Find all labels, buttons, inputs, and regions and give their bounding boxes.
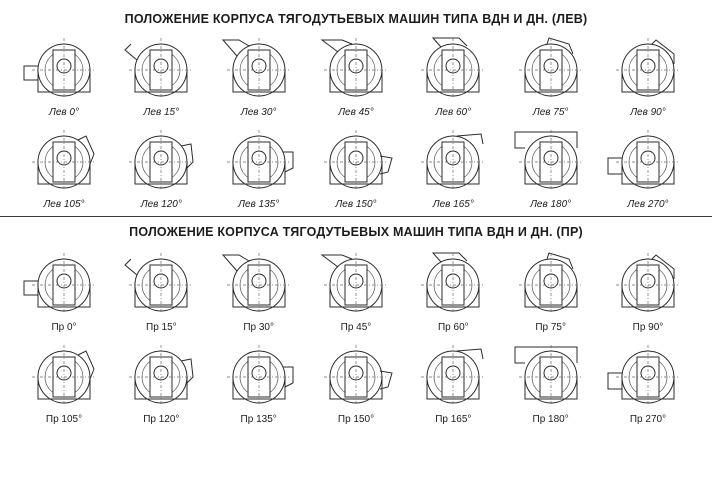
- figure-cell: [115, 343, 207, 425]
- figure-cell: [407, 343, 499, 425]
- row-pr-1: [0, 251, 712, 333]
- fan-housing-diagram: [407, 36, 499, 106]
- figure-label: Лев 150°: [335, 199, 377, 210]
- figure-cell: [310, 343, 402, 425]
- figure-cell: [505, 343, 597, 425]
- figure-cell: [115, 128, 207, 210]
- figure-label: Лев 180°: [530, 199, 572, 210]
- figure-cell: [18, 343, 110, 425]
- figure-cell: [213, 128, 305, 210]
- fan-housing-diagram: [602, 36, 694, 106]
- fan-housing-diagram: [213, 251, 305, 321]
- figure-label: Лев 45°: [338, 107, 374, 118]
- fan-housing-diagram: [115, 36, 207, 106]
- figure-cell: [505, 128, 597, 210]
- figure-cell: [505, 36, 597, 118]
- figure-label: Лев 0°: [49, 107, 79, 118]
- figure-label: Пр 15°: [146, 322, 177, 333]
- section-pr: [0, 217, 712, 425]
- figure-cell: [602, 36, 694, 118]
- figure-cell: [602, 128, 694, 210]
- figure-cell: [310, 36, 402, 118]
- row-lev-1: [0, 36, 712, 118]
- figure-label: Лев 270°: [627, 199, 669, 210]
- figure-label: Лев 90°: [630, 107, 666, 118]
- figure-label: Лев 135°: [238, 199, 280, 210]
- figure-label: Пр 105°: [45, 414, 83, 425]
- figure-label: Лев 30°: [240, 107, 277, 118]
- fan-housing-diagram: [505, 36, 597, 106]
- fan-housing-diagram: [18, 128, 110, 198]
- figure-label: Пр 135°: [240, 414, 277, 425]
- figure-label: Пр 0°: [51, 322, 77, 333]
- row-lev-2: [0, 128, 712, 210]
- figure-cell: [407, 36, 499, 118]
- fan-housing-diagram: [407, 343, 499, 413]
- fan-housing-diagram: [115, 343, 207, 413]
- fan-housing-diagram: [407, 128, 499, 198]
- figure-label: Пр 120°: [143, 414, 180, 425]
- figure-cell: [602, 251, 694, 333]
- figure-cell: [602, 343, 694, 425]
- fan-housing-diagram: [115, 128, 207, 198]
- figure-label: Лев 60°: [435, 107, 472, 118]
- figure-label: Пр 270°: [629, 414, 667, 425]
- figure-label: Лев 15°: [143, 107, 180, 118]
- fan-housing-diagram: [602, 251, 694, 321]
- row-pr-2: [0, 343, 712, 425]
- figure-label: Пр 150°: [337, 414, 375, 425]
- section-title-lev: ПОЛОЖЕНИЕ КОРПУСА ТЯГОДУТЬЕВЫХ МАШИН ТИПА ВДН И ДН. (ЛЕВ): [124, 12, 588, 26]
- fan-housing-diagram: [505, 128, 597, 198]
- fan-housing-diagram: [213, 128, 305, 198]
- figure-label: Лев 75°: [532, 107, 569, 118]
- figure-label: Лев 165°: [432, 199, 474, 210]
- figure-cell: [115, 251, 207, 333]
- fan-housing-diagram: [213, 36, 305, 106]
- figure-cell: [115, 36, 207, 118]
- fan-housing-diagram: [310, 128, 402, 198]
- figure-label: Лев 120°: [140, 199, 182, 210]
- figure-cell: [213, 251, 305, 333]
- figure-label: Пр 180°: [532, 414, 569, 425]
- fan-housing-diagram: [18, 251, 110, 321]
- figure-cell: [18, 36, 110, 118]
- figure-label: Пр 75°: [535, 322, 566, 333]
- fan-housing-diagram: [310, 251, 402, 321]
- figure-cell: [310, 128, 402, 210]
- figure-cell: [213, 36, 305, 118]
- figure-cell: [407, 128, 499, 210]
- fan-housing-diagram: [310, 36, 402, 106]
- figure-cell: [213, 343, 305, 425]
- figure-cell: [310, 251, 402, 333]
- figure-label: Пр 90°: [632, 322, 664, 333]
- fan-housing-diagram: [407, 251, 499, 321]
- figure-label: Пр 165°: [435, 414, 472, 425]
- section-title-pr: ПОЛОЖЕНИЕ КОРПУСА ТЯГОДУТЬЕВЫХ МАШИН ТИПА ВДН И ДН. (ПР): [129, 225, 583, 239]
- fan-housing-diagram: [115, 251, 207, 321]
- figure-label: Пр 30°: [243, 322, 274, 333]
- fan-housing-diagram: [18, 343, 110, 413]
- fan-housing-diagram: [310, 343, 402, 413]
- fan-housing-diagram: [505, 251, 597, 321]
- fan-housing-diagram: [213, 343, 305, 413]
- figure-label: Пр 60°: [437, 322, 469, 333]
- figure-label: Лев 105°: [43, 199, 85, 210]
- figure-cell: [18, 251, 110, 333]
- figure-cell: [407, 251, 499, 333]
- fan-housing-diagram: [602, 128, 694, 198]
- fan-housing-diagram: [505, 343, 597, 413]
- figure-cell: [505, 251, 597, 333]
- fan-housing-diagram: [18, 36, 110, 106]
- section-lev: [0, 0, 712, 210]
- figure-cell: [18, 128, 110, 210]
- fan-housing-diagram: [602, 343, 694, 413]
- figure-label: Пр 45°: [340, 322, 372, 333]
